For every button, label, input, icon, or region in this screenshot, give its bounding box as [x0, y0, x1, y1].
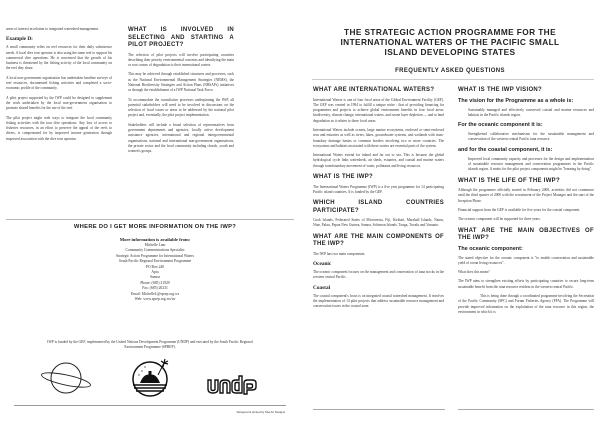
- objectives-paragraph: This is being done through a coordinated programme involving the Secretariat of the Pacific Community (SPC) and Forum Fisheries Agency (FFA). The Programme will provide improved information on the exploitation of the tuna resource in this region, the environment in which it is: [458, 294, 594, 314]
- section-paragraph: International Waters is one of four focal areas of the Global Environment Facility (GEF). The GEF was created in 1994 to fulfill a unique niche : that of providing financing for programmes and projects to achieve global environment benefits in four focal areas: biodiversity, climate change, international waters, and ozone layer depletion — and to land degradation as it relates to these focal areas.: [313, 97, 444, 123]
- section-paragraph: Cook Islands, Federated States of Micronesia, Fiji, Kiribati, Marshall Islands, Nauru, Niue, Palau, Papua New Guinea, Samoa, Solomon Islands, Tonga, Tuvalu and Vanuatu.: [313, 218, 444, 228]
- life-paragraph: Although the programme officially started in February 2000, activities did not commence until the third quarter of 2000 with the recruitment of the Project Manager and the start of the Inception Phase.: [458, 188, 594, 203]
- example-paragraph: A small community relies on reef resources for their daily subsistence needs. A local dive tour operator is also using the same reef to support his commercial dive operations. He is concerned that the growth of his business is threatened by the fishing activity of the local community on the reef they share.: [6, 45, 112, 71]
- vision-oceanic-text: Strengthened collaborative mechanisms for the sustainable management and conservation of the western central Pacific tuna resource.: [468, 132, 594, 142]
- right-footer-divider: [313, 409, 445, 410]
- example-paragraph: A local non-government organisation has undertaken baseline surveys of reef resources, documented fishing activities and completed a socio-economic profile of the community.: [6, 75, 112, 91]
- vision-whole-label: The vision for the Programme as a whole is:: [458, 97, 574, 104]
- pilot-project-heading: WHAT IS INVOLVED IN SELECTING AND STARTING A PILOT PROJECT?: [128, 27, 234, 48]
- subsection-paragraph: The oceanic component focuses on the management and conservation of tuna stocks in the western central Pacific.: [313, 270, 444, 280]
- gef-globe: [51, 363, 81, 393]
- pilot-paragraph: To accommodate the consultative processes underpinning the IWP, all potential stakeholders will need to be involved in discussions on the selection of focal issues or areas to be addressed by the national pilot project and, eventually, the pilot project implementation.: [128, 97, 234, 118]
- contact-programme: Strategic Action Programme for International Waters: [116, 253, 194, 258]
- section-paragraph: The IWP has two main components.: [313, 251, 366, 256]
- section-heading: WHAT ARE INTERNATIONAL WATERS?: [313, 87, 435, 93]
- section-paragraph: International Waters extend far inland and far out to sea. This is because the global hydrological cycle links watersheds, air sheds, estuaries, and coastal and marine waters through transboundary movement of water, pollutants and living resources.: [313, 153, 444, 168]
- section-heading: WHAT IS THE IWP?: [313, 174, 374, 181]
- objectives-oceanic-label: The oceanic component:: [458, 245, 523, 252]
- contact-heading-text: WHERE DO I GET MORE INFORMATION ON THE IWP?: [73, 224, 237, 230]
- contact-lead: More information is available from:: [119, 237, 191, 242]
- section-heading: WHAT ARE THE MAIN COMPONENTS OF THE IWP?: [313, 233, 444, 248]
- footer-divider: [14, 405, 286, 406]
- contact-organisation: South Pacific Regional Environment Programme: [118, 259, 192, 264]
- life-paragraph: Financial support from the GEF is available for five years for the coastal component.: [458, 207, 581, 212]
- example-paragraph: The pilot project might seek ways to integrate the local community fishing activities with the tour dive operations. Any loss of access to fisheries resources, in an effort to preserve the appeal of the reefs to divers, is compensated for by improved income generation through improved association with the dive tour operator.: [6, 115, 112, 141]
- contact-email[interactable]: Email: MichelleL@sprep.org.ws: [130, 291, 180, 296]
- life-heading: WHAT IS THE LIFE OF THE IWP?: [458, 177, 560, 184]
- contact-fax: Fax: (685) 20231: [142, 286, 168, 291]
- section-paragraph: International Waters include oceans, large marine ecosystems, enclosed or semi-enclosed seas and estuaries as well as rivers, lakes, groundwater systems, and wetlands with trans-boundary drainage basins or common borders involving two or more countries. The ecosystems and habitats associated with these waters are essential parts of the system.: [313, 127, 444, 148]
- contact-country: Samoa: [149, 275, 161, 280]
- contact-pobox: PO Box 240: [145, 264, 165, 269]
- life-paragraph: The oceanic component will be supported for three years.: [458, 217, 541, 222]
- gef-ring: [41, 370, 92, 390]
- contact-block: [60, 237, 250, 302]
- pilot-paragraph: Stakeholders will include a broad selection of representatives from government departments and agencies, locally active development assistance agencies, international and regional intergovernmental organisations, national and international non-government organisations, the private sector and the local community including church, youth and women's groups.: [128, 122, 234, 154]
- subsection-heading: Coastal: [313, 284, 331, 291]
- objectives-paragraph: The IWP aims to strengthen existing efforts by participating countries to secure long-term sustainable benefit from the tuna resource resident in the western central Pacific.: [458, 279, 594, 289]
- sprep-logo-icon: [130, 357, 172, 397]
- right-column-2: [458, 87, 594, 319]
- section-paragraph: The International Waters Programme (IWP) is a five year programme for 14 participating Pacific island countries. It is funded by the GEF.: [313, 184, 444, 194]
- contact-city: Apia: [151, 270, 159, 275]
- objectives-paragraph: The stated objective for the oceanic component is "to enable conservation and sustainable yield of ocean living resources".: [458, 255, 594, 265]
- left-column-1: [6, 27, 112, 146]
- intro-tail: areas of interest in relation to integrated watershed management.: [6, 27, 99, 31]
- vision-oceanic-label: For the oceanic component it is:: [458, 122, 543, 129]
- document-title: THE STRATEGIC ACTION PROGRAMME FOR THE INTERNATIONAL WATERS OF THE PACIFIC SMALL ISLAND DEVELOPING STATES: [340, 27, 560, 57]
- contact-phone: Phone: (685) 21929: [140, 280, 170, 285]
- vision-heading: WHAT IS THE IWP VISION?: [458, 87, 543, 93]
- divider: [6, 219, 294, 220]
- contact-heading: [60, 224, 250, 235]
- document-subtitle: FREQUENTLY ASKED QUESTIONS: [395, 68, 505, 74]
- section-heading: WHICH ISLAND COUNTRIES PARTICIPATE?: [313, 200, 444, 214]
- example-paragraph: A pilot project supported by the IWP could be designed to supplement the work undertaken by the local non-government organisation to promote shared benefits for the use of the reef.: [6, 95, 112, 111]
- gef-logo-icon: [40, 360, 92, 396]
- vision-coastal-text: Improved local community capacity and processes for the design and implementation of sustainable resource management and conservation programmes in the Pacific islands region. A motto for the pilot project components might be "learning by doing".: [468, 156, 594, 172]
- designer-credit: Designed & printed by Sha Art Designs: [236, 410, 285, 414]
- title-divider: [312, 79, 594, 80]
- vision-coastal-label: and for the coastal component, it is:: [458, 146, 553, 153]
- objectives-paragraph: What does this mean?: [458, 270, 490, 275]
- contact-name: Michelle Lam: [144, 243, 166, 247]
- funding-note: IWP is funded by the GEF, implemented by the United Nations Development Programme (UNDP) and executed by the South Pacific Regional Environment Programme (SPREP).: [47, 340, 253, 349]
- undp-logo-icon: [207, 375, 259, 395]
- example-heading: Example D:: [6, 36, 33, 43]
- pilot-paragraph: The selection of pilot projects will involve participating countries describing their priority environmental concerns and identifying the main or root causes of degradation to their international waters.: [128, 52, 234, 68]
- right-column-1: [313, 87, 444, 314]
- left-column-2: [128, 27, 234, 159]
- contact-web[interactable]: Web: www.sprep.org.ws/iw: [134, 297, 176, 302]
- right-footer-divider: [458, 409, 594, 410]
- pilot-paragraph: This may be achieved through established structures and processes, such as the National Environmental Management Strategies (NEMS), the National Biodiversity Strategies and Action Plans (NBSAPs) initiatives or through the establishment of a IWP National Task Force.: [128, 72, 234, 93]
- contact-role: Community Communications Specialist: [125, 248, 185, 253]
- vision-whole-text: Sustainably managed and effectively conserved coastal and marine resources and habitats in the Pacific islands region.: [468, 107, 594, 117]
- subsection-heading: Oceanic: [313, 261, 332, 268]
- subsection-paragraph: The coastal component's focus is on integrated coastal watershed management. It involves the implementation of 14 pilot projects that address sustainable resource management and conservation issues in the coastal zone.: [313, 293, 444, 309]
- objectives-heading: WHAT ARE THE MAIN OBJECTIVES OF THE IWP?: [458, 227, 594, 242]
